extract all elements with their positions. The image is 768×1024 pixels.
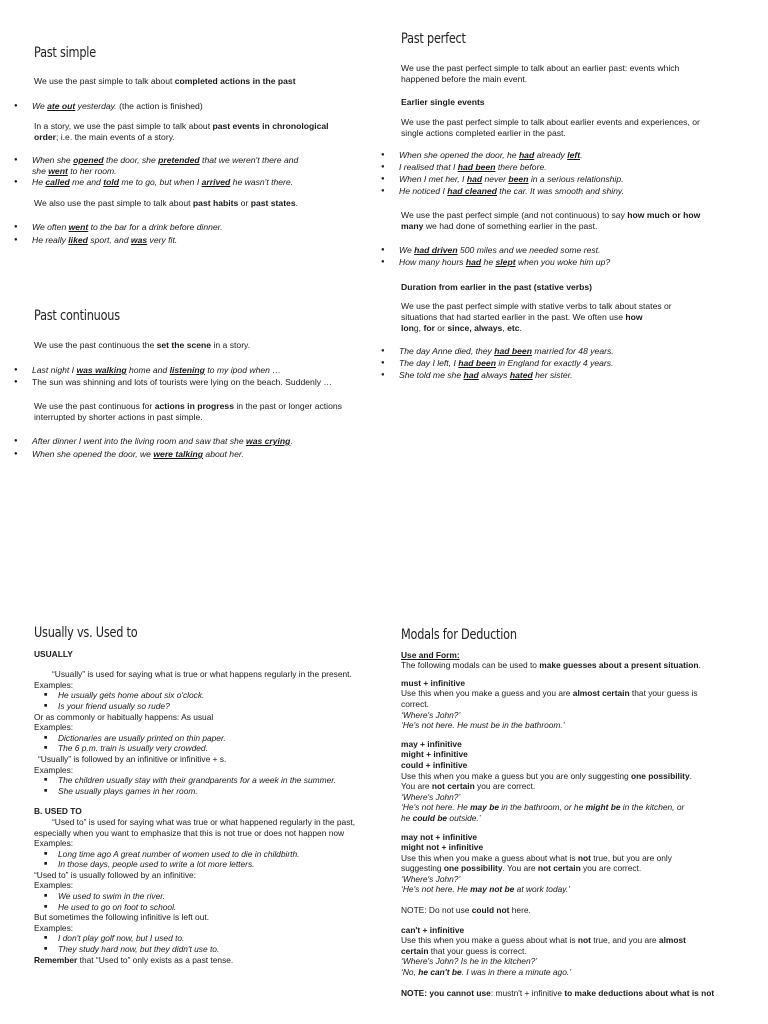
list-item: ■ She usually plays games in her room. — [34, 786, 370, 797]
subheading: B. USED TO — [34, 806, 82, 817]
list-item: ■ Long time ago A great number of women used to die in childbirth. — [34, 849, 370, 860]
modal-form: might + infinitive — [401, 749, 468, 760]
example-question: ‘Where's John? Is he in the kitchen?’ — [401, 956, 538, 967]
paragraph: “Used to” is used for saying what was true or what happened regularly in the past, especially when you want to emphasize that this is not true or does not happen now — [34, 816, 356, 838]
modal-form: might not + infinitive — [401, 842, 484, 853]
past-continuous-section — [14, 308, 374, 460]
paragraph: Use this when you make a guess about what is not true, and you are almost certain that your guess is correct. — [401, 935, 686, 956]
list-item: ■ The 6 p.m. train is usually very crowded. — [34, 743, 370, 754]
past-perfect-section — [381, 31, 741, 381]
paragraph: Use this when you make a guess but you are only suggesting one possibility. You are not certain you are correct. — [401, 770, 692, 792]
examples-label: Examples: — [34, 880, 74, 891]
example-list — [14, 222, 374, 246]
list-item: ● We had driven 500 miles and we needed some rest. — [381, 245, 741, 256]
example-question: ‘Where's John?’ — [401, 791, 461, 802]
paragraph: We use the past simple to talk about completed actions in the past — [34, 76, 296, 86]
paragraph: We use the past continuous the set the scene in a story. — [34, 340, 251, 350]
paragraph: Or as commonly or habitually happens: As usual — [34, 711, 214, 722]
example-list — [381, 150, 741, 197]
list-item: ■ We used to swim in the river. — [34, 891, 370, 902]
section-title: Usually vs. Used to — [34, 625, 138, 641]
paragraph: “Usually” is used for saying what is true or what happens regularly in the present. — [52, 669, 352, 680]
list-item: ● I realised that I had been there before. — [381, 162, 741, 173]
list-item: ● After dinner I went into the living room and saw that she was crying. — [14, 436, 374, 447]
example-question: ‘Where's John?’ — [401, 709, 461, 720]
list-item: ● When she opened the door, he had already left. — [381, 150, 741, 161]
subheading: Use and Form: — [401, 649, 460, 660]
paragraph: The following modals can be used to make guesses about a present situation. — [401, 660, 701, 671]
list-item: ● How many hours had he slept when you woke him up? — [381, 257, 741, 268]
list-item: ■ Dictionaries are usually printed on thin paper. — [34, 733, 370, 744]
usually-used-to-section — [34, 625, 370, 965]
example-answer: ‘He's not here. He may not be at work today.’ — [401, 884, 571, 895]
list-item: ■ He used to go on foot to school. — [34, 902, 370, 913]
past-simple-section — [14, 45, 374, 246]
subheading: USUALLY — [34, 648, 73, 659]
example-answer: ‘He's not here. He may be in the bathroom, or he might be in the kitchen, or he could be outside.’ — [401, 802, 685, 823]
list-item: ● When she opened the door, we were talking about her. — [14, 449, 374, 460]
list-item: ● He really liked sport, and was very fit. — [14, 235, 374, 246]
modal-form: may + infinitive — [401, 738, 462, 749]
list-item: ■ In those days, people used to write a lot more letters. — [34, 859, 370, 870]
note: NOTE: you cannot use: mustn't + infinitive to make deductions about what is not — [401, 987, 715, 998]
example-list — [34, 775, 370, 796]
list-item: ■ Is your friend usually so rude? — [34, 701, 370, 712]
list-item: ● We ate out yesterday. (the action is finished) — [14, 101, 374, 112]
modals-section — [401, 627, 737, 998]
section-title: Past simple — [34, 45, 96, 61]
list-item: ● The day I left, I had been in England for exactly 4 years. — [381, 358, 741, 369]
list-item: ■ I don't play golf now, but I used to. — [34, 933, 370, 944]
example-list — [381, 346, 741, 381]
example-list — [34, 891, 370, 912]
list-item: ● The sun was shinning and lots of tourists were lying on the beach. Suddenly … — [14, 377, 374, 388]
list-item: ■ The children usually stay with their grandparents for a week in the summer. — [34, 775, 370, 786]
modal-form: may not + infinitive — [401, 831, 478, 842]
paragraph: We use the past perfect simple to talk about earlier events and experiences, or single actions completed earlier in the past. — [401, 117, 700, 138]
paragraph: We use the past perfect simple to talk about an earlier past: events which happened before the main event. — [401, 63, 680, 84]
paragraph: Use this when you make a guess and you are almost certain that your guess is correct. — [401, 688, 698, 709]
example-answer: ‘He's not here. He must be in the bathroom.’ — [401, 720, 565, 731]
list-item: ● He called me and told me to go, but when I arrived he wasn't there. — [14, 177, 374, 188]
modal-form: can't + infinitive — [401, 924, 465, 935]
paragraph: In a story, we use the past simple to talk about past events in chronological order; i.e. the main events of a story. — [34, 121, 329, 142]
paragraph: We use the past perfect simple (and not continuous) to say how much or how many we had done of something earlier in the past. — [401, 210, 701, 231]
list-item: ● The day Anne died, they had been married for 48 years. — [381, 346, 741, 357]
example-list — [34, 733, 370, 754]
paragraph: Use this when you make a guess about what is not true, but you are only suggesting one possibility. You are not certain you are correct. — [401, 852, 672, 874]
example-list — [14, 365, 374, 388]
example-question: ‘Where's John?’ — [401, 873, 461, 884]
section-title: Past continuous — [34, 308, 120, 324]
list-item: ● Last night I was walking home and listening to my ipod when … — [14, 365, 374, 376]
list-item: ● When she opened the door, she pretended that we weren't there and she went to her room. — [14, 155, 374, 177]
paragraph: “Usually” is followed by an infinitive or infinitive + s. — [38, 753, 227, 764]
list-item: ● When I met her, I had never been in a serious relationship. — [381, 174, 741, 185]
section-title: Modals for Deduction — [401, 627, 517, 643]
example-list — [14, 436, 374, 460]
paragraph: We use the past perfect simple with stative verbs to talk about states or situations that had started earlier in the past. We often use how long, for or since, always, etc. — [401, 301, 672, 333]
paragraph: “Used to” is usually followed by an infinitive: — [34, 869, 196, 880]
paragraph: We also use the past simple to talk about past habits or past states. — [34, 198, 299, 208]
paragraph: We use the past continuous for actions in progress in the past or longer actions interrupted by shorter actions in past simple. — [34, 401, 342, 422]
example-answer: ‘No, he can't be. I was in there a minute ago.’ — [401, 967, 572, 978]
list-item: ● She told me she had always hated her sister. — [381, 370, 741, 381]
examples-label: Examples: — [34, 764, 74, 775]
list-item: ■ They study hard now, but they didn't use to. — [34, 944, 370, 955]
modal-form: must + infinitive — [401, 677, 465, 688]
example-list — [381, 245, 741, 268]
paragraph: But sometimes the following infinitive is left out. — [34, 912, 210, 923]
list-item: ● We often went to the bar for a drink before dinner. — [14, 222, 374, 233]
subheading: Earlier single events — [401, 97, 485, 107]
example-list — [34, 933, 370, 954]
example-list — [34, 690, 370, 711]
example-list — [34, 849, 370, 870]
example-list — [14, 155, 374, 188]
examples-label: Examples: — [34, 922, 74, 933]
note: NOTE: Do not use could not here. — [401, 905, 531, 916]
examples-label: Examples: — [34, 722, 74, 733]
list-item: ● He noticed I had cleaned the car. It was smooth and shiny. — [381, 186, 741, 197]
paragraph: Remember that “Used to” only exists as a past tense. — [34, 954, 234, 965]
modal-form: could + infinitive — [401, 759, 468, 770]
list-item: ■ He usually gets home about six o'clock. — [34, 690, 370, 701]
section-title: Past perfect — [401, 31, 466, 47]
examples-label: Examples: — [34, 838, 74, 849]
subheading: Duration from earlier in the past (stative verbs) — [401, 282, 593, 292]
examples-label: Examples: — [34, 679, 74, 690]
example-list — [14, 101, 374, 112]
